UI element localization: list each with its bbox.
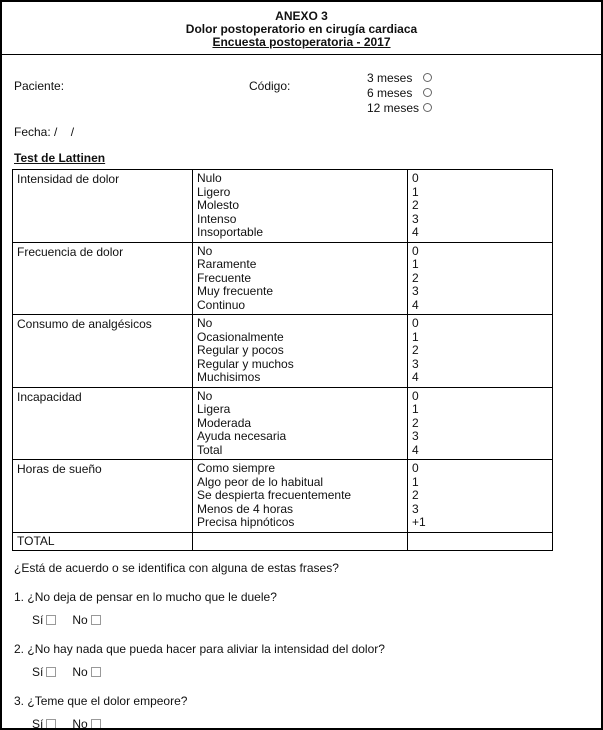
lattinen-options-cell: [193, 170, 408, 243]
lattinen-option: Algo peor de lo habitual: [197, 474, 324, 489]
lattinen-score: 3: [412, 211, 419, 226]
lattinen-option: No: [197, 316, 213, 330]
lattinen-option: Como siempre: [197, 461, 276, 475]
lattinen-score: 1: [412, 474, 419, 489]
lattinen-score: 2: [412, 198, 419, 212]
lattinen-score: 3: [412, 284, 419, 298]
lattinen-score: 0: [412, 243, 419, 258]
answer-yes: [32, 717, 56, 730]
lattinen-option: Ligero: [197, 184, 231, 199]
codigo-option-label: 6 meses: [367, 85, 413, 100]
lattinen-category: Horas de sueño: [13, 460, 193, 533]
lattinen-score: 0: [412, 388, 419, 403]
lattinen-option: Total: [197, 442, 223, 457]
yes-checkbox-q2[interactable]: [46, 667, 56, 677]
lattinen-score: 0: [412, 171, 419, 185]
lattinen-option: Muy frecuente: [197, 284, 274, 298]
lattinen-score: 3: [412, 429, 419, 443]
codigo-option-label: 12 meses: [367, 100, 420, 115]
lattinen-score: 4: [412, 370, 419, 384]
lattinen-category: Intensidad de dolor: [13, 170, 193, 243]
lattinen-category: Incapacidad: [13, 387, 193, 460]
yes-checkbox-q3[interactable]: [46, 719, 56, 729]
question-2: [14, 642, 601, 656]
lattinen-score: 0: [412, 316, 419, 330]
question-text: ¿Teme que el dolor empeore?: [27, 693, 188, 708]
paciente-label: Paciente:: [14, 79, 65, 93]
lattinen-scores-cell: [408, 170, 553, 243]
form-header: [2, 2, 601, 55]
fecha-value: / /: [54, 125, 75, 139]
lattinen-option: Ligera: [197, 402, 231, 416]
lattinen-total-label: TOTAL: [13, 532, 193, 550]
fecha-row: [14, 125, 74, 139]
lattinen-category: Frecuencia de dolor: [13, 242, 193, 315]
lattinen-score: 2: [412, 415, 419, 430]
question-3: [14, 694, 601, 708]
lattinen-score: 1: [412, 184, 419, 199]
lattinen-scores-cell: [408, 315, 553, 388]
no-label: No: [72, 612, 88, 627]
yes-checkbox-q1[interactable]: [46, 615, 56, 625]
lattinen-score: 1: [412, 329, 419, 344]
lattinen-option: Ayuda necesaria: [197, 429, 287, 443]
lattinen-options-cell: [193, 460, 408, 533]
lattinen-score: 0: [412, 461, 419, 475]
lattinen-row-analgesicos: [13, 315, 553, 388]
lattinen-option: Muchisimos: [197, 370, 261, 384]
answer-no: [72, 613, 100, 627]
top-fields: [2, 55, 601, 151]
question-2-answers: [32, 665, 601, 679]
question-number: 1.: [14, 589, 25, 604]
answer-yes: [32, 665, 56, 679]
lattinen-score: 3: [412, 356, 419, 371]
question-1: [14, 590, 601, 604]
lattinen-option: No: [197, 243, 213, 258]
radio-12-meses[interactable]: [423, 103, 432, 112]
yes-label: Sí: [32, 716, 44, 730]
lattinen-option: Nulo: [197, 171, 222, 185]
lattinen-option: Moderada: [197, 415, 252, 430]
lattinen-category: Consumo de analgésicos: [13, 315, 193, 388]
question-1-answers: [32, 613, 601, 627]
lattinen-scores-cell: [408, 460, 553, 533]
lattinen-score: 2: [412, 270, 419, 285]
yes-label: Sí: [32, 612, 44, 627]
header-subtitle: Encuesta postoperatoria - 2017: [212, 35, 391, 49]
lattinen-score: 4: [412, 297, 419, 312]
codigo-option-label: 3 meses: [367, 70, 413, 85]
codigo-option-6-meses: [367, 85, 432, 100]
lattinen-test-title: Test de Lattinen: [14, 151, 106, 165]
no-checkbox-q2[interactable]: [91, 667, 101, 677]
lattinen-option: Regular y pocos: [197, 343, 284, 357]
lattinen-score: 2: [412, 488, 419, 502]
no-label: No: [72, 716, 88, 730]
codigo-option-3-meses: [367, 70, 432, 85]
answer-no: [72, 717, 100, 730]
lattinen-total-row: [13, 532, 553, 550]
lattinen-score: 2: [412, 343, 419, 357]
no-label: No: [72, 664, 88, 679]
lattinen-option: Ocasionalmente: [197, 329, 284, 344]
lattinen-options-cell: [193, 242, 408, 315]
question-3-answers: [32, 717, 601, 730]
lattinen-option: Regular y muchos: [197, 356, 294, 371]
lattinen-score: 4: [412, 442, 419, 457]
header-anexo: ANEXO 3: [275, 9, 328, 23]
lattinen-option: Insoportable: [197, 225, 264, 239]
answer-yes: [32, 613, 56, 627]
lattinen-option: Menos de 4 horas: [197, 501, 294, 516]
lattinen-option: Continuo: [197, 297, 246, 312]
lattinen-score: 4: [412, 225, 419, 239]
radio-6-meses[interactable]: [423, 88, 432, 97]
answer-no: [72, 665, 100, 679]
no-checkbox-q3[interactable]: [91, 719, 101, 729]
agreement-intro: ¿Está de acuerdo o se identifica con alguna de estas frases?: [14, 560, 339, 575]
question-number: 2.: [14, 641, 25, 656]
no-checkbox-q1[interactable]: [91, 615, 101, 625]
agreement-section: [14, 561, 601, 730]
question-number: 3.: [14, 693, 25, 708]
fecha-label: Fecha:: [14, 125, 51, 139]
lattinen-score: 1: [412, 402, 419, 416]
lattinen-row-incapacidad: [13, 387, 553, 460]
lattinen-option: Frecuente: [197, 270, 252, 285]
lattinen-options-cell: [193, 387, 408, 460]
lattinen-option: Intenso: [197, 211, 237, 226]
lattinen-option: Precisa hipnóticos: [197, 515, 295, 529]
lattinen-row-intensidad: [13, 170, 553, 243]
lattinen-total-middle-cell: [193, 532, 408, 550]
codigo-option-12-meses: [367, 100, 432, 115]
lattinen-score: +1: [412, 515, 426, 529]
question-text: ¿No hay nada que pueda hacer para aliviar la intensidad del dolor?: [27, 641, 385, 656]
lattinen-scores-cell: [408, 387, 553, 460]
header-title: Dolor postoperatorio en cirugía cardiaca: [185, 22, 418, 36]
lattinen-scores-cell: [408, 242, 553, 315]
lattinen-score: 1: [412, 257, 419, 271]
lattinen-row-horas-sueno: [13, 460, 553, 533]
question-text: ¿No deja de pensar en lo mucho que le duele?: [27, 589, 277, 604]
lattinen-option: Raramente: [197, 257, 257, 271]
radio-3-meses[interactable]: [423, 73, 432, 82]
lattinen-options-cell: [193, 315, 408, 388]
lattinen-option: Se despierta frecuentemente: [197, 488, 352, 502]
lattinen-option: No: [197, 388, 213, 403]
yes-label: Sí: [32, 664, 44, 679]
lattinen-score: 3: [412, 501, 419, 516]
codigo-options-group: [367, 70, 432, 115]
codigo-label: Código:: [249, 79, 291, 93]
lattinen-option: Molesto: [197, 198, 240, 212]
lattinen-row-frecuencia: [13, 242, 553, 315]
lattinen-total-score-cell: [408, 532, 553, 550]
lattinen-table: [12, 169, 553, 551]
